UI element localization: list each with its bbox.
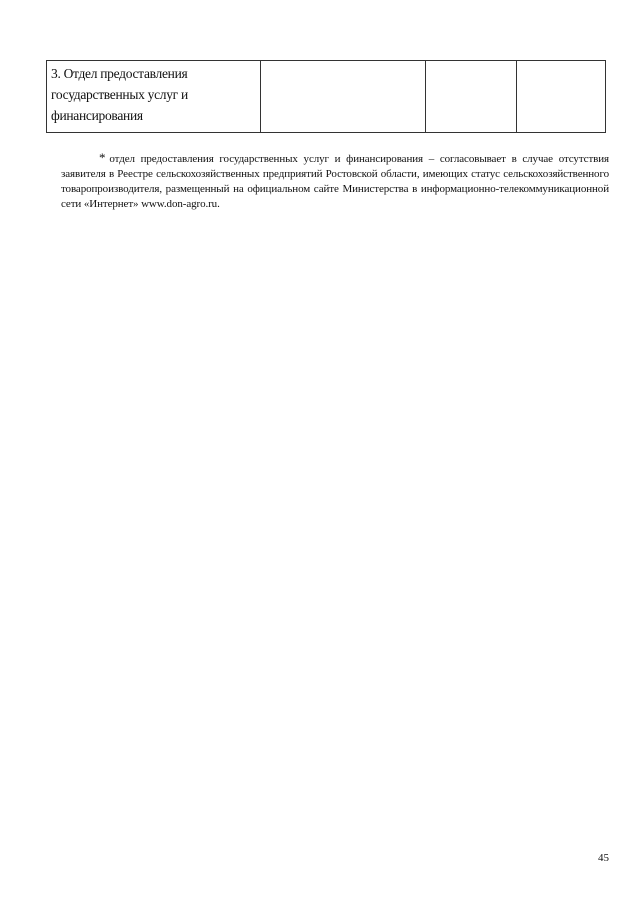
table-cell-empty <box>426 61 517 133</box>
table-cell-empty <box>517 61 606 133</box>
footnote-text: отдел предоставления государственных услуг и финансирования – согласовывает в случае отсутствия заявителя в Реестре сельскохозяйственных предприятий Ростовской области, имеющих статус сельскохозяйственного товаропроизводителя, размещенный на официальном сайте Министерства в информационно-телекоммуникационной сети «Интернет» www.don-agro.ru. <box>61 153 609 210</box>
page-number: 45 <box>598 852 609 864</box>
approval-table <box>46 60 606 133</box>
cell-value <box>517 61 605 63</box>
footnote-marker: * <box>99 150 106 165</box>
cell-value <box>426 61 516 63</box>
footnote <box>61 150 609 212</box>
table-cell-department <box>47 61 261 133</box>
cell-value <box>261 61 425 63</box>
table-cell-empty <box>261 61 426 133</box>
department-name: 3. Отдел предоставления государственных услуг и финансирования <box>51 66 188 123</box>
table-row <box>47 61 606 133</box>
